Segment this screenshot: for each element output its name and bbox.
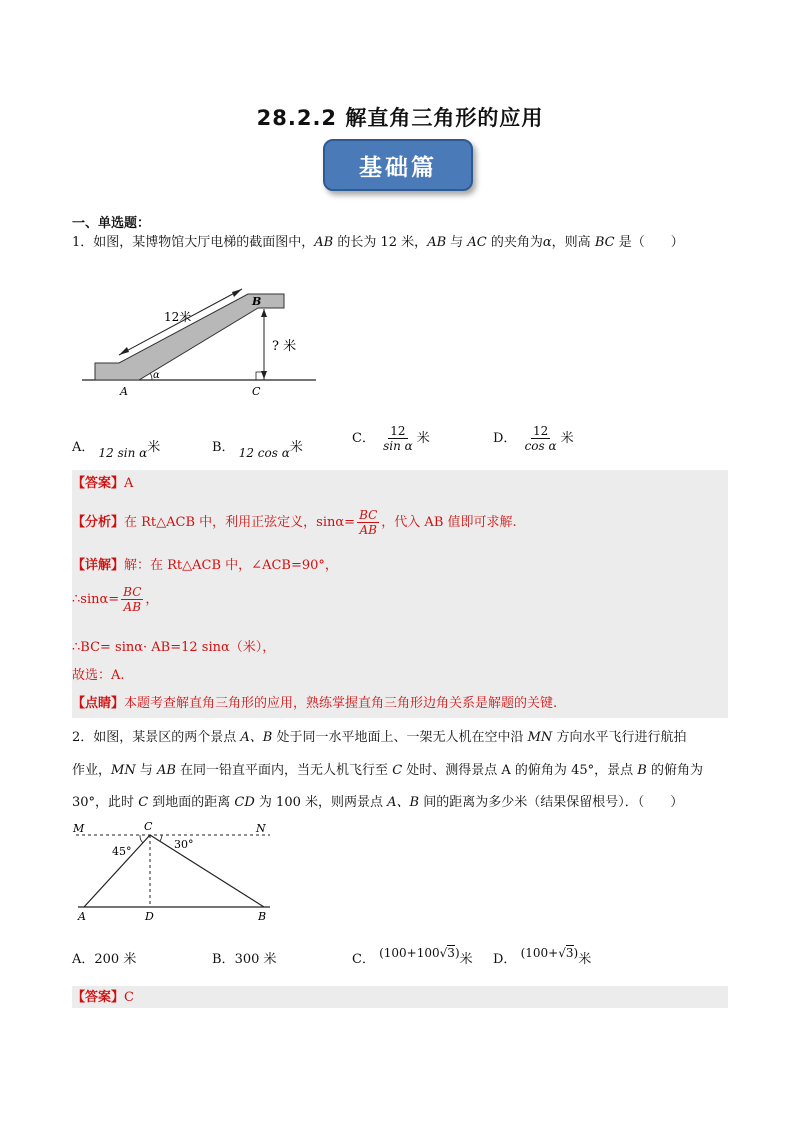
q1-option-c-fraction bbox=[381, 424, 415, 453]
q1-arrow-head-b bbox=[232, 289, 242, 297]
q2-option-a bbox=[72, 948, 136, 967]
q2-text-13: 间的距离为多少米（结果保留根号）．（ ） bbox=[419, 795, 684, 810]
q2-ab-3: A、B bbox=[387, 795, 420, 810]
q2-option-d-post: ) bbox=[573, 946, 579, 960]
q1-detail-3: ∴BC= sinα· AB=12 sinα（米）， bbox=[72, 640, 276, 655]
q1-key-point bbox=[72, 694, 557, 714]
q1-stem-bc: BC bbox=[594, 235, 615, 250]
q1-stem bbox=[72, 233, 684, 253]
q1-option-c bbox=[352, 424, 430, 453]
q1-detail-denominator: AB bbox=[123, 600, 142, 614]
q2-text-6: 在同一铅直平面内，当无人机飞行至 bbox=[175, 763, 393, 778]
q1-point-c: C bbox=[252, 385, 261, 398]
q1-detail-fraction bbox=[121, 585, 143, 614]
q2-option-c-label: C． bbox=[352, 952, 375, 967]
q1-stem-text-6: 是（ ） bbox=[614, 235, 684, 250]
q2-option-c-unit: 米 bbox=[459, 952, 473, 967]
q2-text: 2．如图，某景区的两个景点 bbox=[72, 730, 241, 745]
q1-option-c-unit: 米 bbox=[416, 431, 430, 446]
q2-stem-line-1 bbox=[72, 728, 686, 748]
q1-option-d-label: D． bbox=[493, 431, 517, 446]
q1-stem-text-4: 的夹角为 bbox=[486, 235, 543, 250]
q2-text-3: 方向水平飞行进行航拍 bbox=[552, 730, 687, 745]
q2-option-c-pre: (100+100 bbox=[379, 946, 440, 960]
q2-option-d-label: D． bbox=[493, 952, 517, 967]
q1-analysis-denominator: AB bbox=[359, 523, 377, 537]
q1-option-a-expr: 12 sin α bbox=[98, 446, 148, 460]
q1-arrow-head-a bbox=[119, 347, 129, 355]
q1-angle-arc bbox=[150, 373, 152, 380]
q2-angle-45-label: 45° bbox=[112, 845, 132, 858]
q1-option-b bbox=[212, 436, 303, 460]
q1-option-a-unit: 米 bbox=[147, 440, 161, 455]
q2-text-9: 的俯角为 bbox=[646, 763, 703, 778]
q1-stem-text: 1．如图，某博物馆大厅电梯的截面图中， bbox=[72, 235, 315, 250]
q2-c: C bbox=[392, 763, 403, 778]
q2-text-12: 为 100 米，则两景点 bbox=[254, 795, 388, 810]
q1-point-b: B bbox=[252, 295, 262, 308]
q2-point-n: N bbox=[256, 822, 266, 835]
q2-option-c bbox=[352, 942, 473, 967]
q2-line-cb bbox=[150, 835, 264, 907]
q1-option-c-numerator: 12 bbox=[390, 424, 406, 438]
q2-point-m: M bbox=[73, 822, 85, 835]
q1-height-label: ? 米 bbox=[272, 339, 297, 354]
q2-point-a: A bbox=[78, 910, 86, 923]
q2-option-c-post: ) bbox=[454, 946, 460, 960]
q2-option-d-radicand: 3 bbox=[565, 946, 574, 960]
q2-option-b-text: 300 米 bbox=[234, 952, 277, 967]
q1-option-d-unit: 米 bbox=[560, 431, 574, 446]
q1-detail-1 bbox=[72, 556, 338, 576]
q1-analysis-fraction bbox=[357, 508, 379, 537]
q1-option-c-denominator: sin α bbox=[383, 439, 413, 453]
q1-point-a: A bbox=[120, 385, 128, 398]
q2-drone-figure bbox=[70, 818, 285, 923]
q2-text-7: 处时、测得景点 A 的俯角为 bbox=[402, 763, 572, 778]
q2-option-a-text: 200 米 bbox=[94, 952, 137, 967]
q1-escalator-figure bbox=[72, 285, 332, 400]
q1-option-b-unit: 米 bbox=[289, 440, 303, 455]
q1-detail-text-2b: ， bbox=[145, 591, 159, 607]
q1-analysis-numerator: BC bbox=[359, 508, 378, 522]
q2-option-d-pre: (100+ bbox=[520, 946, 559, 960]
q2-text-5: 与 bbox=[135, 763, 157, 778]
q1-stem-text-3: 与 bbox=[446, 235, 468, 250]
q1-option-d-denominator: cos α bbox=[524, 439, 557, 453]
q1-detail-numerator: BC bbox=[123, 585, 142, 599]
q1-option-d-numerator: 12 bbox=[532, 424, 549, 438]
q2-text-10: ，此时 bbox=[95, 795, 139, 810]
q1-analysis-text-2: ，代入 AB 值即可求解. bbox=[381, 514, 517, 530]
q2-answer-tag: 【答案】 bbox=[72, 990, 125, 1005]
q2-solution-panel bbox=[72, 986, 728, 1008]
q2-option-d bbox=[493, 942, 592, 967]
q2-text-2: 处于同一水平地面上、一架无人机在空中沿 bbox=[272, 730, 528, 745]
q1-detail-tag: 【详解】 bbox=[72, 558, 125, 573]
q2-cd: CD bbox=[234, 795, 255, 810]
q1-stem-ab: AB bbox=[314, 235, 334, 250]
q2-option-c-radicand: 3 bbox=[447, 946, 455, 960]
q2-deg45: 45° bbox=[571, 763, 595, 778]
q2-stem-line-3 bbox=[72, 793, 683, 813]
q2-option-b bbox=[212, 948, 277, 967]
q2-ab-2: AB bbox=[156, 763, 176, 778]
q2-option-a-label: A． bbox=[72, 952, 95, 967]
q2-text-4: 作业， bbox=[72, 763, 112, 778]
q1-alpha-label: α bbox=[153, 370, 160, 381]
q2-point-d: D bbox=[145, 910, 154, 923]
q2-answer bbox=[72, 988, 134, 1008]
page-title: 28.2.2 解直角三角形的应用 bbox=[256, 106, 544, 130]
q1-key-point-tag: 【点睛】 bbox=[72, 696, 125, 711]
q2-stem-line-2 bbox=[72, 761, 703, 781]
q2-option-b-label: B． bbox=[212, 952, 235, 967]
q1-detail-text-2: ∴sinα= bbox=[72, 591, 120, 607]
q2-answer-value: C bbox=[124, 990, 134, 1005]
q1-answer-value: A bbox=[124, 476, 134, 491]
q1-analysis bbox=[72, 508, 517, 537]
q2-mn: MN bbox=[527, 730, 553, 745]
q2-text-11: 到地面的距离 bbox=[148, 795, 235, 810]
q1-stem-text-5: ，则高 bbox=[551, 235, 595, 250]
q2-option-c-sqrt-icon: √ bbox=[439, 946, 448, 960]
q1-detail-4: 故选：A. bbox=[72, 668, 125, 683]
q1-option-c-label: C． bbox=[352, 431, 375, 446]
q1-answer bbox=[72, 474, 133, 494]
q2-c-2: C bbox=[138, 795, 149, 810]
q2-option-d-sqrt-icon: √ bbox=[558, 946, 566, 960]
level-badge: 基础篇 bbox=[323, 139, 473, 191]
q1-stem-alpha: α bbox=[542, 235, 552, 250]
q2-option-d-unit: 米 bbox=[578, 952, 592, 967]
section-heading: 一、单选题： bbox=[72, 216, 151, 231]
q1-answer-tag: 【答案】 bbox=[72, 476, 125, 491]
q2-mn-2: MN bbox=[111, 763, 136, 778]
q2-angle-30-arc bbox=[160, 835, 162, 841]
q1-option-b-expr: 12 cos α bbox=[238, 446, 290, 460]
q1-length-label: 12米 bbox=[164, 310, 192, 324]
q1-detail-2 bbox=[72, 585, 158, 614]
q1-stem-text-2: 的长为 12 米， bbox=[333, 235, 428, 250]
q1-option-d bbox=[493, 424, 574, 453]
q1-detail-text-1: 解：在 Rt△ACB 中，∠ACB=90°， bbox=[124, 558, 338, 573]
q1-option-b-label: B． bbox=[212, 440, 235, 455]
q2-text-8: ，景点 bbox=[594, 763, 638, 778]
q2-b: B bbox=[637, 763, 647, 778]
q1-stem-ab-2: AB bbox=[427, 235, 447, 250]
q2-point-c: C bbox=[144, 820, 153, 833]
q2-point-b: B bbox=[258, 910, 267, 923]
q1-height-arrow-top bbox=[261, 309, 267, 317]
q1-option-a bbox=[72, 436, 161, 460]
q2-angle-30-label: 30° bbox=[174, 838, 194, 851]
q1-option-d-fraction bbox=[523, 424, 559, 453]
q1-stem-ac: AC bbox=[467, 235, 487, 250]
q1-analysis-text: 在 Rt△ACB 中，利用正弦定义，sinα= bbox=[124, 514, 356, 530]
q2-deg30: 30° bbox=[72, 795, 96, 810]
q2-angle-45-arc bbox=[140, 835, 143, 843]
q1-key-point-text: 本题考查解直角三角形的应用，熟练掌握直角三角形边角关系是解题的关键. bbox=[124, 696, 558, 711]
q2-ab: A、B bbox=[240, 730, 273, 745]
q1-option-a-label: A． bbox=[72, 440, 95, 455]
q1-analysis-tag: 【分析】 bbox=[72, 514, 125, 530]
